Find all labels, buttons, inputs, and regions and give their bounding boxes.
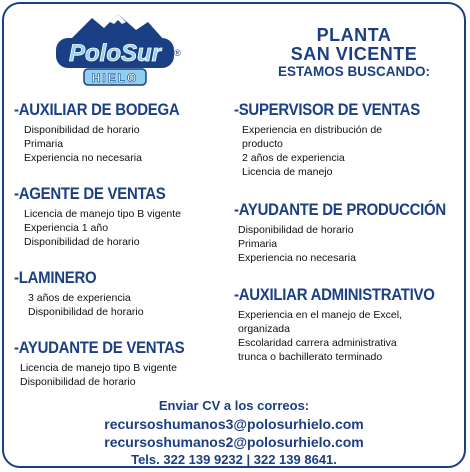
job-supervisor-ventas	[234, 100, 445, 179]
job-title: -LAMINERO	[14, 268, 97, 287]
contact-footer	[4, 397, 464, 469]
email-link-1[interactable]: recursoshumanos3@polosurhielo.com	[104, 416, 364, 432]
job-agente-ventas	[14, 184, 186, 249]
job-title: -SUPERVISOR DE VENTAS	[234, 100, 420, 119]
polosur-hielo-logo	[52, 12, 182, 90]
job-requirement: Licencia de manejo tipo B vigente	[24, 208, 182, 220]
job-requirement: Experiencia en el manejo de Excel,	[238, 309, 403, 321]
header-line3: ESTAMOS BUSCANDO:	[277, 64, 430, 79]
job-auxiliar-administrativo	[234, 285, 462, 364]
send-cv-text: Enviar CV a los correos:	[158, 398, 310, 413]
job-laminero	[14, 268, 144, 319]
job-title: -AYUDANTE DE VENTAS	[14, 338, 185, 357]
job-requirement: Experiencia 1 año	[24, 222, 109, 234]
job-requirement: organizada	[238, 323, 290, 335]
job-requirement: Licencia de manejo	[242, 166, 333, 178]
header-line2: SAN VICENTE	[290, 44, 418, 64]
job-requirement: Experiencia no necesaria	[238, 252, 356, 264]
header-line1: PLANTA	[316, 25, 392, 45]
job-requirement: trunca o bachillerato terminado	[238, 351, 383, 363]
job-requirement: Licencia de manejo tipo B vigente	[20, 362, 178, 374]
registered-mark: ®	[174, 48, 181, 58]
job-requirement: Disponibilidad de horario	[24, 124, 140, 136]
job-requirement: Disponibilidad de horario	[238, 224, 354, 236]
job-poster	[2, 2, 466, 468]
job-requirement: Escolaridad carrera administrativa	[238, 337, 397, 349]
job-requirement: producto	[242, 138, 283, 150]
header	[254, 26, 454, 80]
job-requirement: Primaria	[24, 138, 64, 150]
job-title: -AUXILIAR DE BODEGA	[14, 100, 180, 119]
job-requirement: Primaria	[238, 238, 278, 250]
job-ayudante-produccion	[234, 200, 470, 265]
job-requirement: 3 años de experiencia	[28, 292, 131, 304]
brand-subtitle-text: HIELO	[91, 71, 139, 85]
job-requirement: Disponibilidad de horario	[24, 236, 140, 248]
job-auxiliar-bodega	[14, 100, 202, 165]
job-requirement: Disponibilidad de horario	[20, 376, 136, 388]
phone-numbers: Tels. 322 139 9232 | 322 139 8641.	[131, 452, 337, 467]
job-title: -AUXILIAR ADMINISTRATIVO	[234, 285, 435, 304]
email-link-2[interactable]: recursoshumanos2@polosurhielo.com	[104, 434, 364, 450]
job-requirement: Experiencia no necesaria	[24, 152, 142, 164]
job-title: -AGENTE DE VENTAS	[14, 184, 166, 203]
job-requirement: Experiencia en distribución de	[242, 124, 383, 136]
brand-name-text: PoloSur	[68, 40, 162, 67]
job-title: -AYUDANTE DE PRODUCCIÓN	[234, 200, 446, 219]
job-requirement: Disponibilidad de horario	[28, 306, 144, 318]
job-requirement: 2 años de experiencia	[242, 152, 345, 164]
job-ayudante-ventas	[14, 338, 208, 389]
